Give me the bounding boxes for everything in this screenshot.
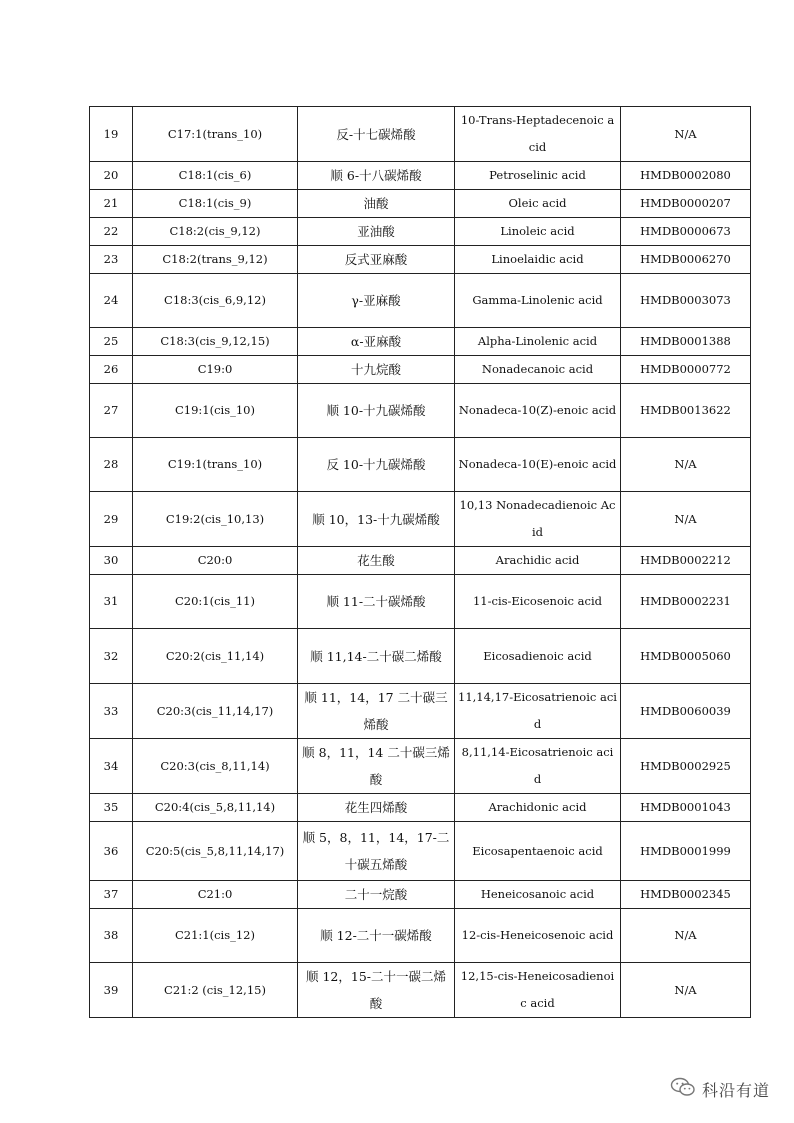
- table-row: [90, 218, 751, 246]
- fatty-acid-code: C20:5(cis_5,8,11,14,17): [133, 822, 298, 881]
- english-name: Arachidic acid: [455, 547, 621, 575]
- table-row: [90, 274, 751, 328]
- chinese-name: γ-亚麻酸: [298, 274, 455, 328]
- row-number: 31: [90, 575, 133, 629]
- table-row: [90, 794, 751, 822]
- row-number: 32: [90, 629, 133, 684]
- chinese-name: 反-十七碳烯酸: [298, 107, 455, 162]
- english-name: 11-cis-Eicosenoic acid: [455, 575, 621, 629]
- hmdb-id: HMDB0002080: [621, 162, 751, 190]
- fatty-acid-code: C17:1(trans_10): [133, 107, 298, 162]
- hmdb-id: HMDB0002212: [621, 547, 751, 575]
- chinese-name: 顺 10-十九碳烯酸: [298, 384, 455, 438]
- row-number: 26: [90, 356, 133, 384]
- row-number: 39: [90, 963, 133, 1018]
- hmdb-id: HMDB0001999: [621, 822, 751, 881]
- fatty-acid-code: C18:3(cis_9,12,15): [133, 328, 298, 356]
- chinese-name: 顺 10，13-十九碳烯酸: [298, 492, 455, 547]
- table-row: [90, 107, 751, 162]
- watermark-text: 科沿有道: [701, 1080, 770, 1100]
- chinese-name: 顺 8，11，14 二十碳三烯酸: [298, 739, 455, 794]
- hmdb-id: HMDB0060039: [621, 684, 751, 739]
- hmdb-id: HMDB0005060: [621, 629, 751, 684]
- english-name: Eicosadienoic acid: [455, 629, 621, 684]
- chinese-name: 顺 11,14-二十碳二烯酸: [298, 629, 455, 684]
- chinese-name: 顺 11，14，17 二十碳三烯酸: [298, 684, 455, 739]
- chinese-name: 顺 12，15-二十一碳二烯酸: [298, 963, 455, 1018]
- table-row: [90, 190, 751, 218]
- english-name: 11,14,17-Eicosatrienoic acid: [455, 684, 621, 739]
- chinese-name: 反 10-十九碳烯酸: [298, 438, 455, 492]
- english-name: Arachidonic acid: [455, 794, 621, 822]
- chinese-name: α-亚麻酸: [298, 328, 455, 356]
- row-number: 28: [90, 438, 133, 492]
- hmdb-id: HMDB0000673: [621, 218, 751, 246]
- table-row: [90, 162, 751, 190]
- row-number: 36: [90, 822, 133, 881]
- row-number: 29: [90, 492, 133, 547]
- hmdb-id: HMDB0002345: [621, 881, 751, 909]
- hmdb-id: HMDB0000772: [621, 356, 751, 384]
- hmdb-id: HMDB0002925: [621, 739, 751, 794]
- english-name: 10-Trans-Heptadecenoic acid: [455, 107, 621, 162]
- chinese-name: 反式亚麻酸: [298, 246, 455, 274]
- table-row: [90, 881, 751, 909]
- hmdb-id: N/A: [621, 909, 751, 963]
- row-number: 38: [90, 909, 133, 963]
- table-row: [90, 547, 751, 575]
- table-row: [90, 438, 751, 492]
- table-row: [90, 739, 751, 794]
- fatty-acid-code: C19:1(cis_10): [133, 384, 298, 438]
- fatty-acid-code: C18:1(cis_9): [133, 190, 298, 218]
- hmdb-id: HMDB0001388: [621, 328, 751, 356]
- english-name: Nonadeca-10(Z)-enoic acid: [455, 384, 621, 438]
- table-row: [90, 246, 751, 274]
- fatty-acid-code: C18:2(cis_9,12): [133, 218, 298, 246]
- fatty-acid-code: C19:1(trans_10): [133, 438, 298, 492]
- hmdb-id: HMDB0013622: [621, 384, 751, 438]
- fatty-acid-code: C18:1(cis_6): [133, 162, 298, 190]
- fatty-acid-code: C19:2(cis_10,13): [133, 492, 298, 547]
- english-name: 12-cis-Heneicosenoic acid: [455, 909, 621, 963]
- fatty-acid-code: C20:3(cis_11,14,17): [133, 684, 298, 739]
- table-row: [90, 909, 751, 963]
- hmdb-id: N/A: [621, 492, 751, 547]
- table-row: [90, 963, 751, 1018]
- chinese-name: 二十一烷酸: [298, 881, 455, 909]
- fatty-acid-code: C20:0: [133, 547, 298, 575]
- fatty-acid-code: C18:3(cis_6,9,12): [133, 274, 298, 328]
- english-name: Linoleic acid: [455, 218, 621, 246]
- english-name: Linoelaidic acid: [455, 246, 621, 274]
- table-row: [90, 575, 751, 629]
- english-name: Nonadecanoic acid: [455, 356, 621, 384]
- hmdb-id: HMDB0000207: [621, 190, 751, 218]
- chinese-name: 亚油酸: [298, 218, 455, 246]
- row-number: 24: [90, 274, 133, 328]
- english-name: Nonadeca-10(E)-enoic acid: [455, 438, 621, 492]
- hmdb-id: HMDB0006270: [621, 246, 751, 274]
- fatty-acid-code: C20:2(cis_11,14): [133, 629, 298, 684]
- fatty-acid-table: [89, 106, 751, 1018]
- chinese-name: 顺 6-十八碳烯酸: [298, 162, 455, 190]
- wechat-icon: [670, 1077, 696, 1101]
- fatty-acid-code: C20:3(cis_8,11,14): [133, 739, 298, 794]
- row-number: 37: [90, 881, 133, 909]
- row-number: 20: [90, 162, 133, 190]
- table-row: [90, 684, 751, 739]
- chinese-name: 顺 5，8，11，14，17-二十碳五烯酸: [298, 822, 455, 881]
- fatty-acid-code: C20:4(cis_5,8,11,14): [133, 794, 298, 822]
- english-name: Gamma-Linolenic acid: [455, 274, 621, 328]
- row-number: 35: [90, 794, 133, 822]
- hmdb-id: N/A: [621, 963, 751, 1018]
- english-name: Petroselinic acid: [455, 162, 621, 190]
- hmdb-id: N/A: [621, 438, 751, 492]
- hmdb-id: HMDB0002231: [621, 575, 751, 629]
- row-number: 25: [90, 328, 133, 356]
- english-name: Oleic acid: [455, 190, 621, 218]
- row-number: 19: [90, 107, 133, 162]
- english-name: Alpha-Linolenic acid: [455, 328, 621, 356]
- row-number: 21: [90, 190, 133, 218]
- chinese-name: 花生酸: [298, 547, 455, 575]
- row-number: 34: [90, 739, 133, 794]
- english-name: 8,11,14-Eicosatrienoic acid: [455, 739, 621, 794]
- english-name: Heneicosanoic acid: [455, 881, 621, 909]
- table-row: [90, 822, 751, 881]
- row-number: 27: [90, 384, 133, 438]
- hmdb-id: HMDB0001043: [621, 794, 751, 822]
- chinese-name: 顺 11-二十碳烯酸: [298, 575, 455, 629]
- fatty-acid-code: C21:2 (cis_12,15): [133, 963, 298, 1018]
- chinese-name: 油酸: [298, 190, 455, 218]
- fatty-acid-code: C21:1(cis_12): [133, 909, 298, 963]
- row-number: 23: [90, 246, 133, 274]
- english-name: Eicosapentaenoic acid: [455, 822, 621, 881]
- table-row: [90, 384, 751, 438]
- chinese-name: 顺 12-二十一碳烯酸: [298, 909, 455, 963]
- fatty-acid-code: C21:0: [133, 881, 298, 909]
- chinese-name: 花生四烯酸: [298, 794, 455, 822]
- chinese-name: 十九烷酸: [298, 356, 455, 384]
- english-name: 10,13 Nonadecadienoic Acid: [455, 492, 621, 547]
- hmdb-id: HMDB0003073: [621, 274, 751, 328]
- fatty-acid-code: C19:0: [133, 356, 298, 384]
- fatty-acid-code: C20:1(cis_11): [133, 575, 298, 629]
- row-number: 30: [90, 547, 133, 575]
- row-number: 22: [90, 218, 133, 246]
- english-name: 12,15-cis-Heneicosadienoic acid: [455, 963, 621, 1018]
- table-row: [90, 328, 751, 356]
- table-row: [90, 629, 751, 684]
- hmdb-id: N/A: [621, 107, 751, 162]
- watermark: [670, 1077, 770, 1101]
- table-row: [90, 492, 751, 547]
- fatty-acid-code: C18:2(trans_9,12): [133, 246, 298, 274]
- row-number: 33: [90, 684, 133, 739]
- table-row: [90, 356, 751, 384]
